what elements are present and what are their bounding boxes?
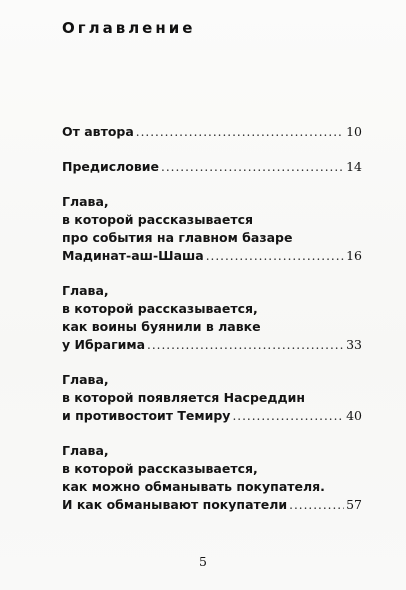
toc-entry-line: Глава, [62, 194, 109, 209]
toc-entry-line: в которой появляется Насреддин [62, 390, 305, 405]
toc-entry-line: как воины буянили в лавке [62, 319, 261, 334]
toc-page-number: 33 [346, 337, 362, 352]
toc-entry-line: в которой рассказывается, [62, 301, 258, 316]
page-title: Оглавление [62, 19, 196, 37]
dot-leader [206, 247, 344, 265]
toc-entry-line: Глава, [62, 283, 109, 298]
toc-page-number: 10 [346, 124, 362, 139]
toc-entry-title: и противостоит Темиру [62, 408, 231, 423]
table-of-contents [62, 123, 362, 531]
toc-entry-title: Предисловие [62, 159, 160, 174]
toc-entry-last-line [62, 158, 362, 176]
dot-leader [161, 158, 344, 176]
toc-page-number: 14 [346, 159, 362, 174]
toc-entry-last-line [62, 407, 362, 425]
toc-entry-line: про события на главном базаре [62, 230, 293, 245]
toc-entry-chapter-3 [62, 371, 362, 425]
toc-entry-last-line [62, 496, 362, 514]
toc-entry-last-line [62, 247, 362, 265]
toc-entry-chapter-1 [62, 193, 362, 265]
toc-entry-preface [62, 158, 362, 176]
toc-entry-last-line [62, 123, 362, 141]
toc-entry-line: как можно обманывать покупателя. [62, 479, 325, 494]
page-number: 5 [199, 554, 207, 569]
toc-entry-line: в которой рассказывается, [62, 461, 258, 476]
toc-entry-last-line [62, 336, 362, 354]
toc-entry-chapter-2 [62, 282, 362, 354]
toc-page-number: 16 [346, 248, 362, 263]
toc-entry-title: у Ибрагима [62, 337, 146, 352]
toc-page-number: 40 [346, 408, 362, 423]
dot-leader [289, 496, 344, 514]
toc-entry-title: Мадинат-аш-Шаша [62, 248, 204, 263]
toc-entry-line: Глава, [62, 443, 109, 458]
toc-entry-title: И как обманывают покупатели [62, 497, 288, 512]
toc-entry-line: Глава, [62, 372, 109, 387]
toc-page-number: 57 [346, 497, 362, 512]
dot-leader [136, 123, 344, 141]
toc-entry-chapter-4 [62, 442, 362, 514]
toc-entry-title: От автора [62, 124, 134, 139]
toc-entry-line: в которой рассказывается [62, 212, 254, 227]
toc-entry-author [62, 123, 362, 141]
dot-leader [147, 336, 344, 354]
dot-leader [232, 407, 344, 425]
